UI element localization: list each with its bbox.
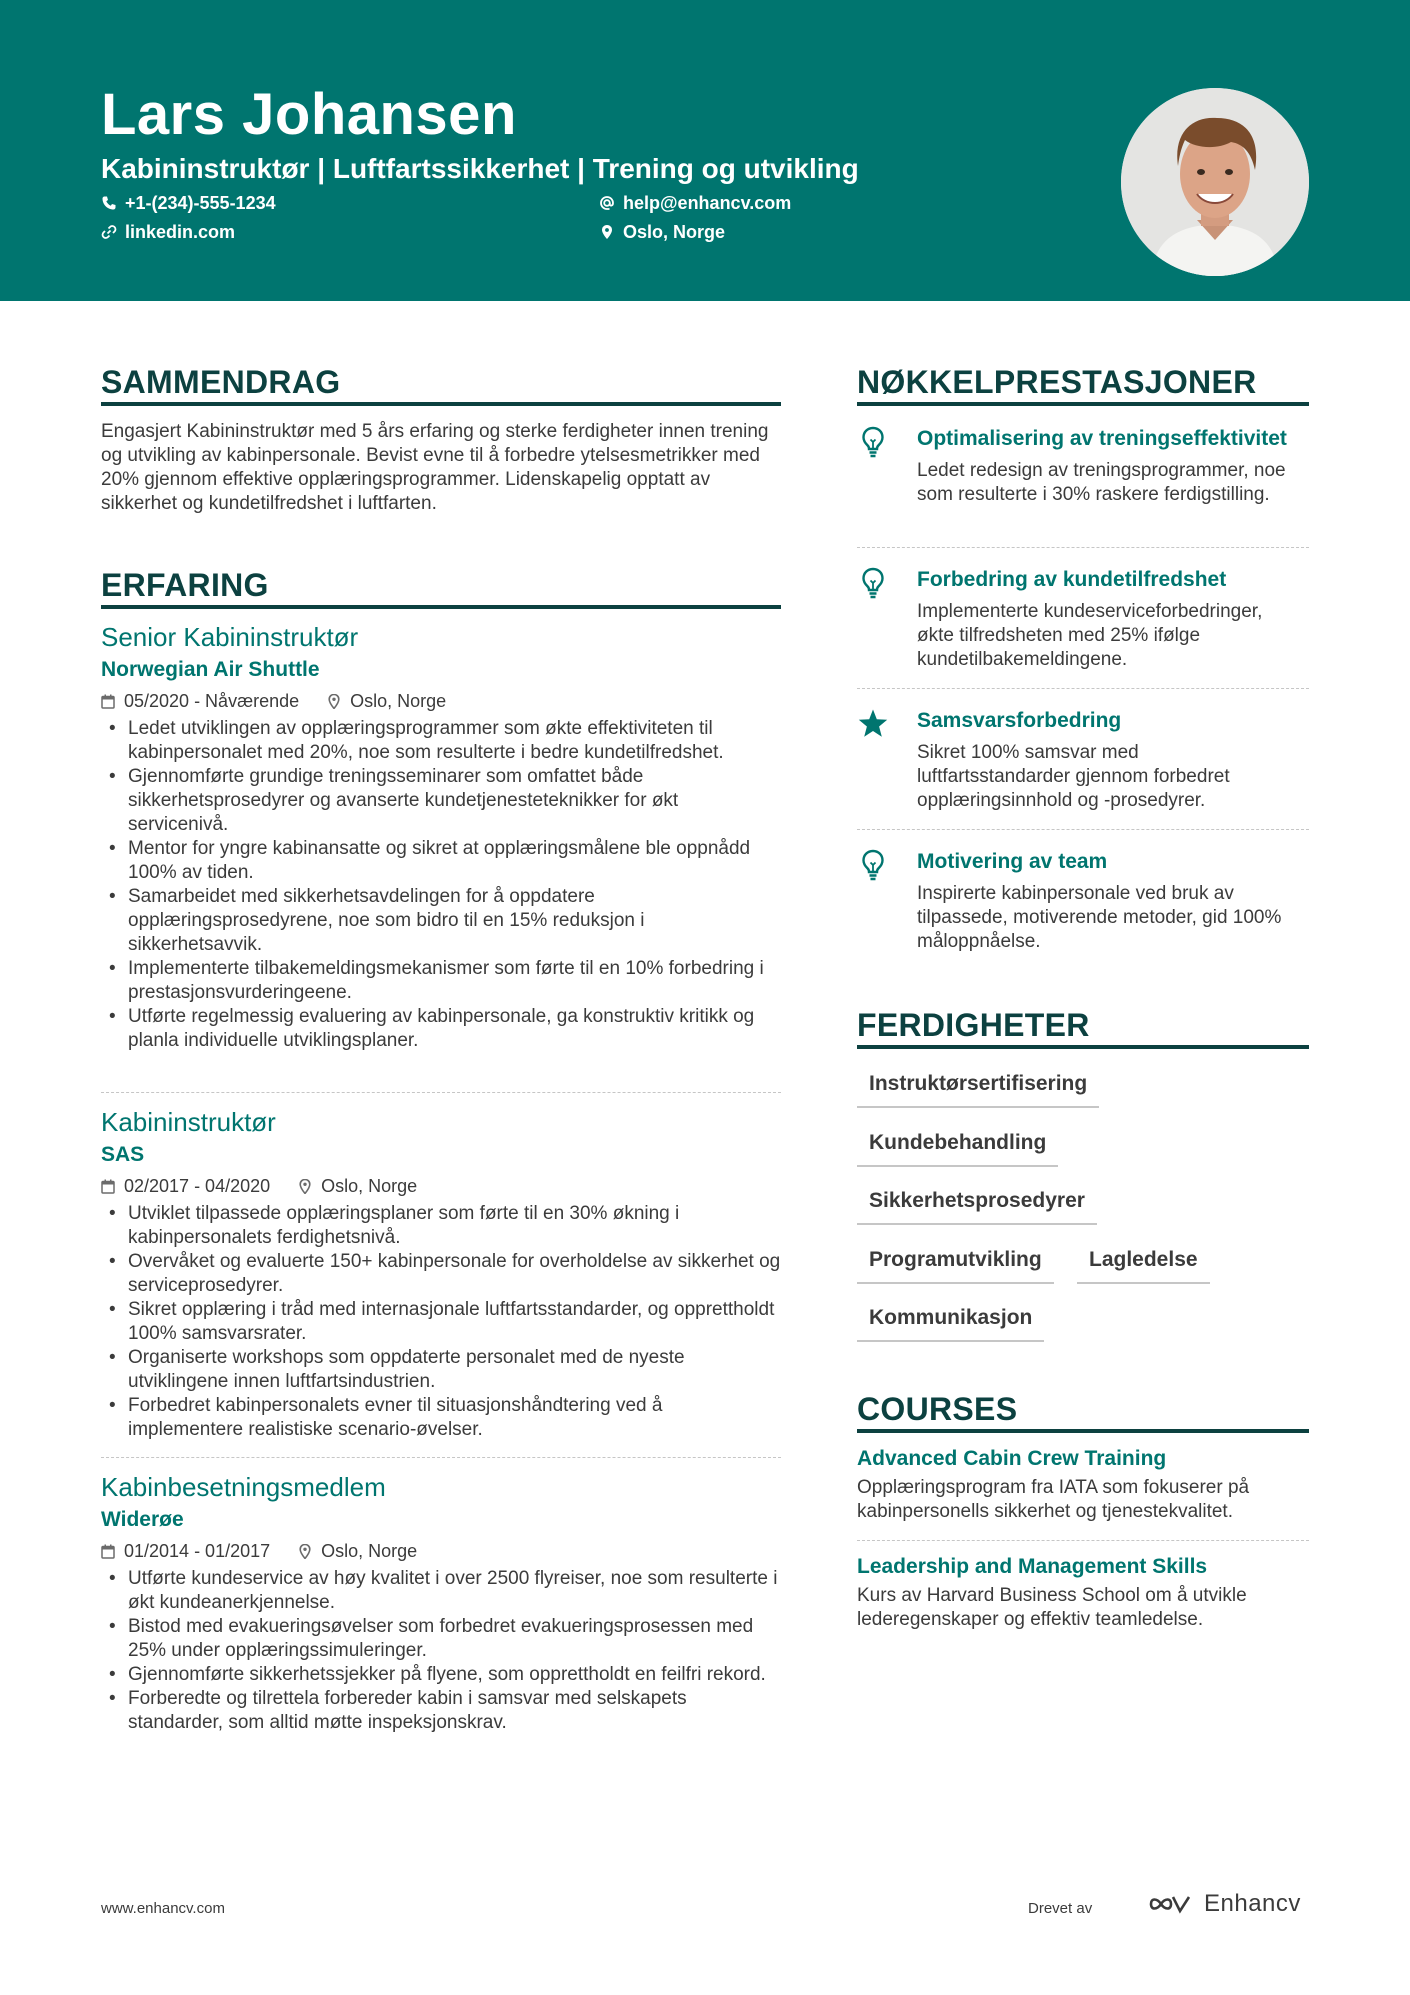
job-divider — [101, 1092, 781, 1093]
achievement-desc: Sikret 100% samsvar med luftfartsstandarder gjennom forbedret opplæringsinnhold og -prosedyrer. — [917, 742, 1230, 811]
summary-text: Engasjert Kabininstruktør med 5 års erfaring og sterke ferdigheter innen trening og utvikling av kabinpersonale. Bevist evne til å forbedre ytelsesmetrikker med 20% gjennom effektive opplæringsprogrammer. Lidenskapelig opptatt av sikkerhet og kundetilfredshet i luftfarten. — [101, 421, 769, 514]
job-bullets — [101, 717, 781, 1053]
job-dates: 05/2020 - Nåværende — [124, 691, 300, 711]
lightbulb-icon — [857, 566, 889, 600]
job-bullet: • Samarbeidet med sikkerhetsavdelingen for å oppdatere opplæringsprosedyrene, noe som bidro til en 15% reduksjon i sikkerhetsavvik. — [128, 885, 781, 957]
achievement-desc: Ledet redesign av treningsprogrammer, noe som resulterte i 30% raskere ferdigstilling. — [917, 460, 1286, 505]
achievement-item — [857, 707, 1309, 817]
brand-logo[interactable] — [1148, 1890, 1301, 1918]
achievement-divider — [857, 688, 1309, 689]
job-bullet: • Utførte kundeservice av høy kvalitet i over 2500 flyreiser, noe som resulterte i økt kundeanerkjennelse. — [128, 1567, 781, 1615]
achievement-desc: Implementerte kundeserviceforbedringer, økte tilfredsheten med 25% ifølge kundetilbakemeldingene. — [917, 601, 1263, 670]
courses-heading: COURSES — [857, 1391, 1018, 1427]
contact-website[interactable] — [101, 220, 235, 244]
achievement-desc: Inspirerte kabinpersonale ved bruk av tilpassede, motiverende metoder, gid 100% måloppnåelse. — [917, 883, 1282, 952]
skill-tag: Kundebehandling — [857, 1129, 1058, 1167]
job-meta — [101, 1539, 781, 1563]
job-dates: 01/2014 - 01/2017 — [124, 1541, 271, 1561]
job-bullet: • Implementerte tilbakemeldingsmekanismer som førte til en 10% forbedring i prestasjonsvurderingeene. — [128, 957, 781, 1005]
job-bullet: • Sikret opplæring i tråd med internasjonale luftfartsstandarder, og opprettholdt 100% samsvarsrater. — [128, 1298, 781, 1346]
contact-location — [599, 220, 725, 244]
location-pin-icon — [298, 1544, 312, 1559]
experience-rule — [101, 605, 781, 609]
job-bullet: • Forberedte og tilrettela forbereder kabin i samsvar med selskapets standarder, som alltid møtte inspeksjonskrav. — [128, 1687, 781, 1735]
job-dates: 02/2017 - 04/2020 — [124, 1176, 271, 1196]
job-bullet: • Mentor for yngre kabinansatte og sikret at opplæringsmålene ble oppnådd 100% av tiden. — [128, 837, 781, 885]
location-pin-icon — [599, 224, 615, 240]
job-location: Oslo, Norge — [321, 1541, 418, 1561]
skill-tag: Sikkerhetsprosedyrer — [857, 1187, 1097, 1225]
skill-tag: Kommunikasjon — [857, 1304, 1044, 1342]
star-icon — [857, 707, 889, 741]
job-title: Kabinbesetningsmedlem — [101, 1472, 386, 1502]
calendar-icon — [101, 1544, 115, 1559]
at-icon — [599, 195, 615, 211]
skills-heading: FERDIGHETER — [857, 1007, 1090, 1043]
job-title: Kabininstruktør — [101, 1107, 276, 1137]
course-title: Leadership and Management Skills — [857, 1555, 1208, 1578]
lightbulb-icon — [857, 425, 889, 459]
achievements-heading: NØKKELPRESTASJONER — [857, 364, 1257, 400]
header-banner — [0, 0, 1410, 301]
achievement-divider — [857, 547, 1309, 548]
achievement-item — [857, 848, 1309, 958]
achievement-item — [857, 566, 1309, 676]
enhancv-logo-icon — [1148, 1892, 1192, 1916]
phone-text: +1-(234)-555-1234 — [125, 193, 276, 213]
location-pin-icon — [298, 1179, 312, 1194]
skills-rule — [857, 1045, 1309, 1049]
achievement-title: Samsvarsforbedring — [917, 709, 1122, 732]
phone-icon — [101, 195, 117, 211]
candidate-tagline: Kabininstruktør | Luftfartssikkerhet | Trening og utvikling — [101, 153, 859, 184]
job-company: SAS — [101, 1143, 145, 1166]
job-bullet: • Utviklet tilpassede opplæringsplaner som førte til en 30% økning i kabinpersonalets ferdighetsnivå. — [128, 1202, 781, 1250]
job-bullet: • Ledet utviklingen av opplæringsprogrammer som økte effektiviteten til kabinpersonalet med 20%, noe som resulterte i bedre kundetilfredshet. — [128, 717, 781, 765]
website-text: linkedin.com — [125, 222, 236, 242]
job-company: Norwegian Air Shuttle — [101, 658, 320, 681]
profile-photo — [1121, 88, 1309, 276]
job-meta — [101, 689, 781, 713]
job-bullet: • Overvåket og evaluerte 150+ kabinpersonale for overholdelse av sikkerhet og serviceprosedyrer. — [128, 1250, 781, 1298]
course-desc: Kurs av Harvard Business School om å utvikle lederegenskaper og effektiv teamledelse. — [857, 1585, 1247, 1630]
job-bullet: • Utførte regelmessig evaluering av kabinpersonale, ga konstruktiv kritikk og planla individuelle utviklingsplaner. — [128, 1005, 781, 1053]
summary-heading: SAMMENDRAG — [101, 364, 341, 400]
job-bullet: • Gjennomførte grundige treningsseminarer som omfattet både sikkerhetsprosedyrer og avanserte kundetjenesteteknikker for økt servicenivå. — [128, 765, 781, 837]
link-icon — [101, 224, 117, 240]
job-bullets — [101, 1567, 781, 1735]
course-desc: Opplæringsprogram fra IATA som fokuserer på kabinpersonells sikkerhet og tjenestekvalitet. — [857, 1477, 1250, 1522]
job-title: Senior Kabininstruktør — [101, 622, 359, 652]
calendar-icon — [101, 1179, 115, 1194]
job-bullet: • Bistod med evakueringsøvelser som forbedret evakueringsprosessen med 25% under opplæringssimuleringer. — [128, 1615, 781, 1663]
email-text: help@enhancv.com — [623, 193, 792, 213]
skill-tag: Instruktørsertifisering — [857, 1070, 1099, 1108]
achievement-title: Motivering av team — [917, 850, 1108, 873]
job-entry — [101, 1105, 781, 1442]
achievements-rule — [857, 402, 1309, 406]
job-location: Oslo, Norge — [321, 1176, 418, 1196]
skill-tag: Lagledelse — [1077, 1246, 1210, 1284]
job-meta — [101, 1174, 781, 1198]
job-entry — [101, 620, 781, 1053]
achievement-title: Optimalisering av treningseffektivitet — [917, 427, 1287, 450]
contact-phone[interactable] — [101, 191, 276, 215]
achievement-divider — [857, 829, 1309, 830]
skill-tag: Programutvikling — [857, 1246, 1054, 1284]
calendar-icon — [101, 694, 115, 709]
summary-rule — [101, 402, 781, 406]
course-item — [857, 1553, 1309, 1632]
course-item — [857, 1445, 1309, 1524]
experience-heading: ERFARING — [101, 567, 269, 603]
job-location: Oslo, Norge — [350, 691, 447, 711]
course-divider — [857, 1540, 1309, 1541]
footer-website[interactable]: www.enhancv.com — [101, 1900, 225, 1917]
job-divider — [101, 1457, 781, 1458]
portrait-illustration — [1121, 88, 1309, 276]
achievement-title: Forbedring av kundetilfredshet — [917, 568, 1227, 591]
courses-rule — [857, 1429, 1309, 1433]
job-entry — [101, 1470, 781, 1735]
lightbulb-icon — [857, 848, 889, 882]
job-bullets — [101, 1202, 781, 1442]
job-company: Widerøe — [101, 1508, 184, 1531]
candidate-name: Lars Johansen — [101, 82, 517, 147]
job-bullet: • Forbedret kabinpersonalets evner til situasjonshåndtering ved å implementere realistiske scenario-øvelser. — [128, 1394, 781, 1442]
contact-email[interactable] — [599, 191, 791, 215]
footer-powered-by: Drevet av — [1028, 1900, 1093, 1917]
job-bullet: • Gjennomførte sikkerhetssjekker på flyene, som opprettholdt en feilfri rekord. — [128, 1663, 781, 1687]
location-pin-icon — [327, 694, 341, 709]
brand-name: Enhancv — [1204, 1890, 1301, 1917]
location-text: Oslo, Norge — [623, 222, 726, 242]
achievement-item — [857, 425, 1309, 535]
job-bullet: • Organiserte workshops som oppdaterte personalet med de nyeste utviklingene innen luftfartsindustrien. — [128, 1346, 781, 1394]
course-title: Advanced Cabin Crew Training — [857, 1447, 1167, 1470]
